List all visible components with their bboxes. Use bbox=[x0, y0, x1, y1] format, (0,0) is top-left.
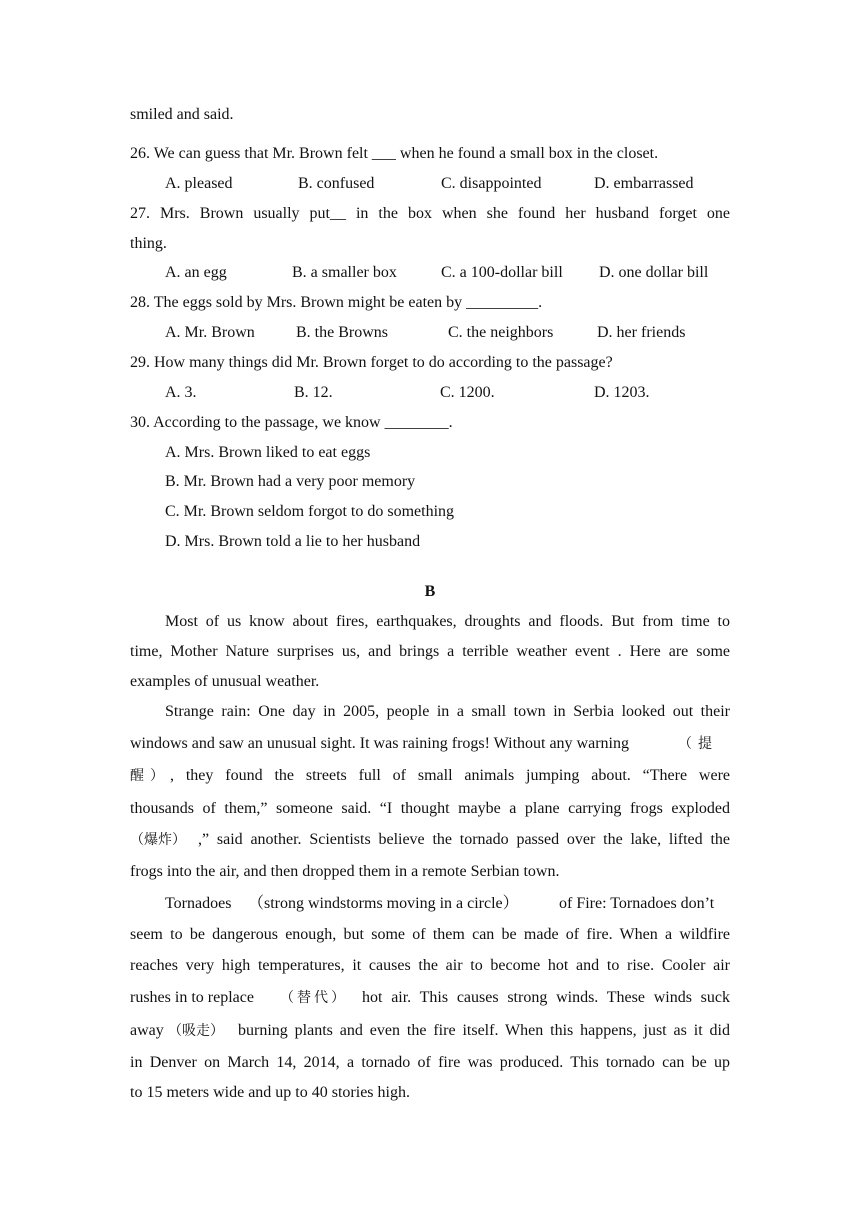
q29-option-d: D. 1203. bbox=[594, 384, 650, 401]
p3-gloss-tornadoes: （strong windstorms moving in a circle） bbox=[248, 895, 519, 912]
p3-line1-end: of Fire: Tornadoes don’t bbox=[559, 895, 715, 912]
p3-line6: in Denver on March 14, 2014, a tornado of fire was produced. This tornado can be up bbox=[130, 1054, 730, 1071]
p2-gloss-warning-a: （提 bbox=[678, 736, 718, 752]
p2-gloss-exploded: （爆炸） bbox=[130, 832, 186, 848]
p2-gloss-warning-b: 醒） bbox=[130, 768, 170, 784]
question-27-stem-line1: 27. Mrs. Brown usually put__ in the box when she found her husband forget one bbox=[130, 205, 730, 222]
p2-line5: ,” said another. Scientists believe the tornado passed over the lake, lifted the bbox=[198, 831, 730, 848]
q29-option-a: A. 3. bbox=[165, 384, 197, 401]
q27-option-a: A. an egg bbox=[165, 264, 227, 281]
p3-line3: reaches very high temperatures, it causes the air to become hot and to rise. Cooler air bbox=[130, 957, 730, 974]
question-27-stem-line2: thing. bbox=[130, 235, 167, 252]
q28-option-a: A. Mr. Brown bbox=[165, 324, 255, 341]
p3-line5-start: away bbox=[130, 1022, 164, 1039]
p3-line4-end: hot air. This causes strong winds. These winds suck bbox=[362, 989, 730, 1006]
p2-line1: Strange rain: One day in 2005, people in a small town in Serbia looked out their bbox=[165, 703, 730, 720]
lead-line: smiled and said. bbox=[130, 106, 234, 123]
p3-gloss-replace: （替代） bbox=[280, 990, 348, 1006]
q30-option-d: D. Mrs. Brown told a lie to her husband bbox=[165, 533, 421, 550]
p1-line1: Most of us know about fires, earthquakes, droughts and floods. But from time to bbox=[165, 613, 730, 630]
p2-line2: windows and saw an unusual sight. It was raining frogs! Without any warning bbox=[130, 735, 629, 752]
q30-option-a: A. Mrs. Brown liked to eat eggs bbox=[165, 444, 371, 461]
p1-line3: examples of unusual weather. bbox=[130, 673, 320, 690]
q26-option-b: B. confused bbox=[298, 175, 375, 192]
q26-option-c: C. disappointed bbox=[441, 175, 542, 192]
p2-line4: thousands of them,” someone said. “I thought maybe a plane carrying frogs exploded bbox=[130, 800, 730, 817]
q29-option-c: C. 1200. bbox=[440, 384, 495, 401]
q28-option-d: D. her friends bbox=[597, 324, 686, 341]
p3-line2: seem to be dangerous enough, but some of them can be made of fire. When a wildfire bbox=[130, 926, 730, 943]
p3-line7: to 15 meters wide and up to 40 stories high. bbox=[130, 1084, 410, 1101]
question-28-stem: 28. The eggs sold by Mrs. Brown might be eaten by _________. bbox=[130, 294, 543, 311]
p2-line6: frogs into the air, and then dropped them in a remote Serbian town. bbox=[130, 863, 560, 880]
section-title: B bbox=[424, 583, 436, 600]
question-26-stem: 26. We can guess that Mr. Brown felt ___ when he found a small box in the closet. bbox=[130, 145, 659, 162]
q26-option-a: A. pleased bbox=[165, 175, 233, 192]
p3-line5-end: burning plants and even the fire itself. When this happens, just as it did bbox=[238, 1022, 730, 1039]
q26-option-d: D. embarrassed bbox=[594, 175, 694, 192]
q30-option-b: B. Mr. Brown had a very poor memory bbox=[165, 473, 416, 490]
p1-line2: time, Mother Nature surprises us, and brings a terrible weather event . Here are some bbox=[130, 643, 730, 660]
p2-line3: , they found the streets full of small animals jumping about. “There were bbox=[170, 767, 730, 784]
q27-option-b: B. a smaller box bbox=[292, 264, 397, 281]
p3-line1-start: Tornadoes bbox=[165, 895, 232, 912]
q28-option-b: B. the Browns bbox=[296, 324, 388, 341]
p3-gloss-suck-away: （吸走） bbox=[168, 1023, 224, 1039]
q28-option-c: C. the neighbors bbox=[448, 324, 554, 341]
q29-option-b: B. 12. bbox=[294, 384, 333, 401]
question-30-stem: 30. According to the passage, we know ________. bbox=[130, 414, 453, 431]
q27-option-d: D. one dollar bill bbox=[599, 264, 709, 281]
q27-option-c: C. a 100-dollar bill bbox=[441, 264, 563, 281]
question-29-stem: 29. How many things did Mr. Brown forget to do according to the passage? bbox=[130, 354, 613, 371]
q30-option-c: C. Mr. Brown seldom forgot to do something bbox=[165, 503, 455, 520]
p3-line4-start: rushes in to replace bbox=[130, 989, 254, 1006]
